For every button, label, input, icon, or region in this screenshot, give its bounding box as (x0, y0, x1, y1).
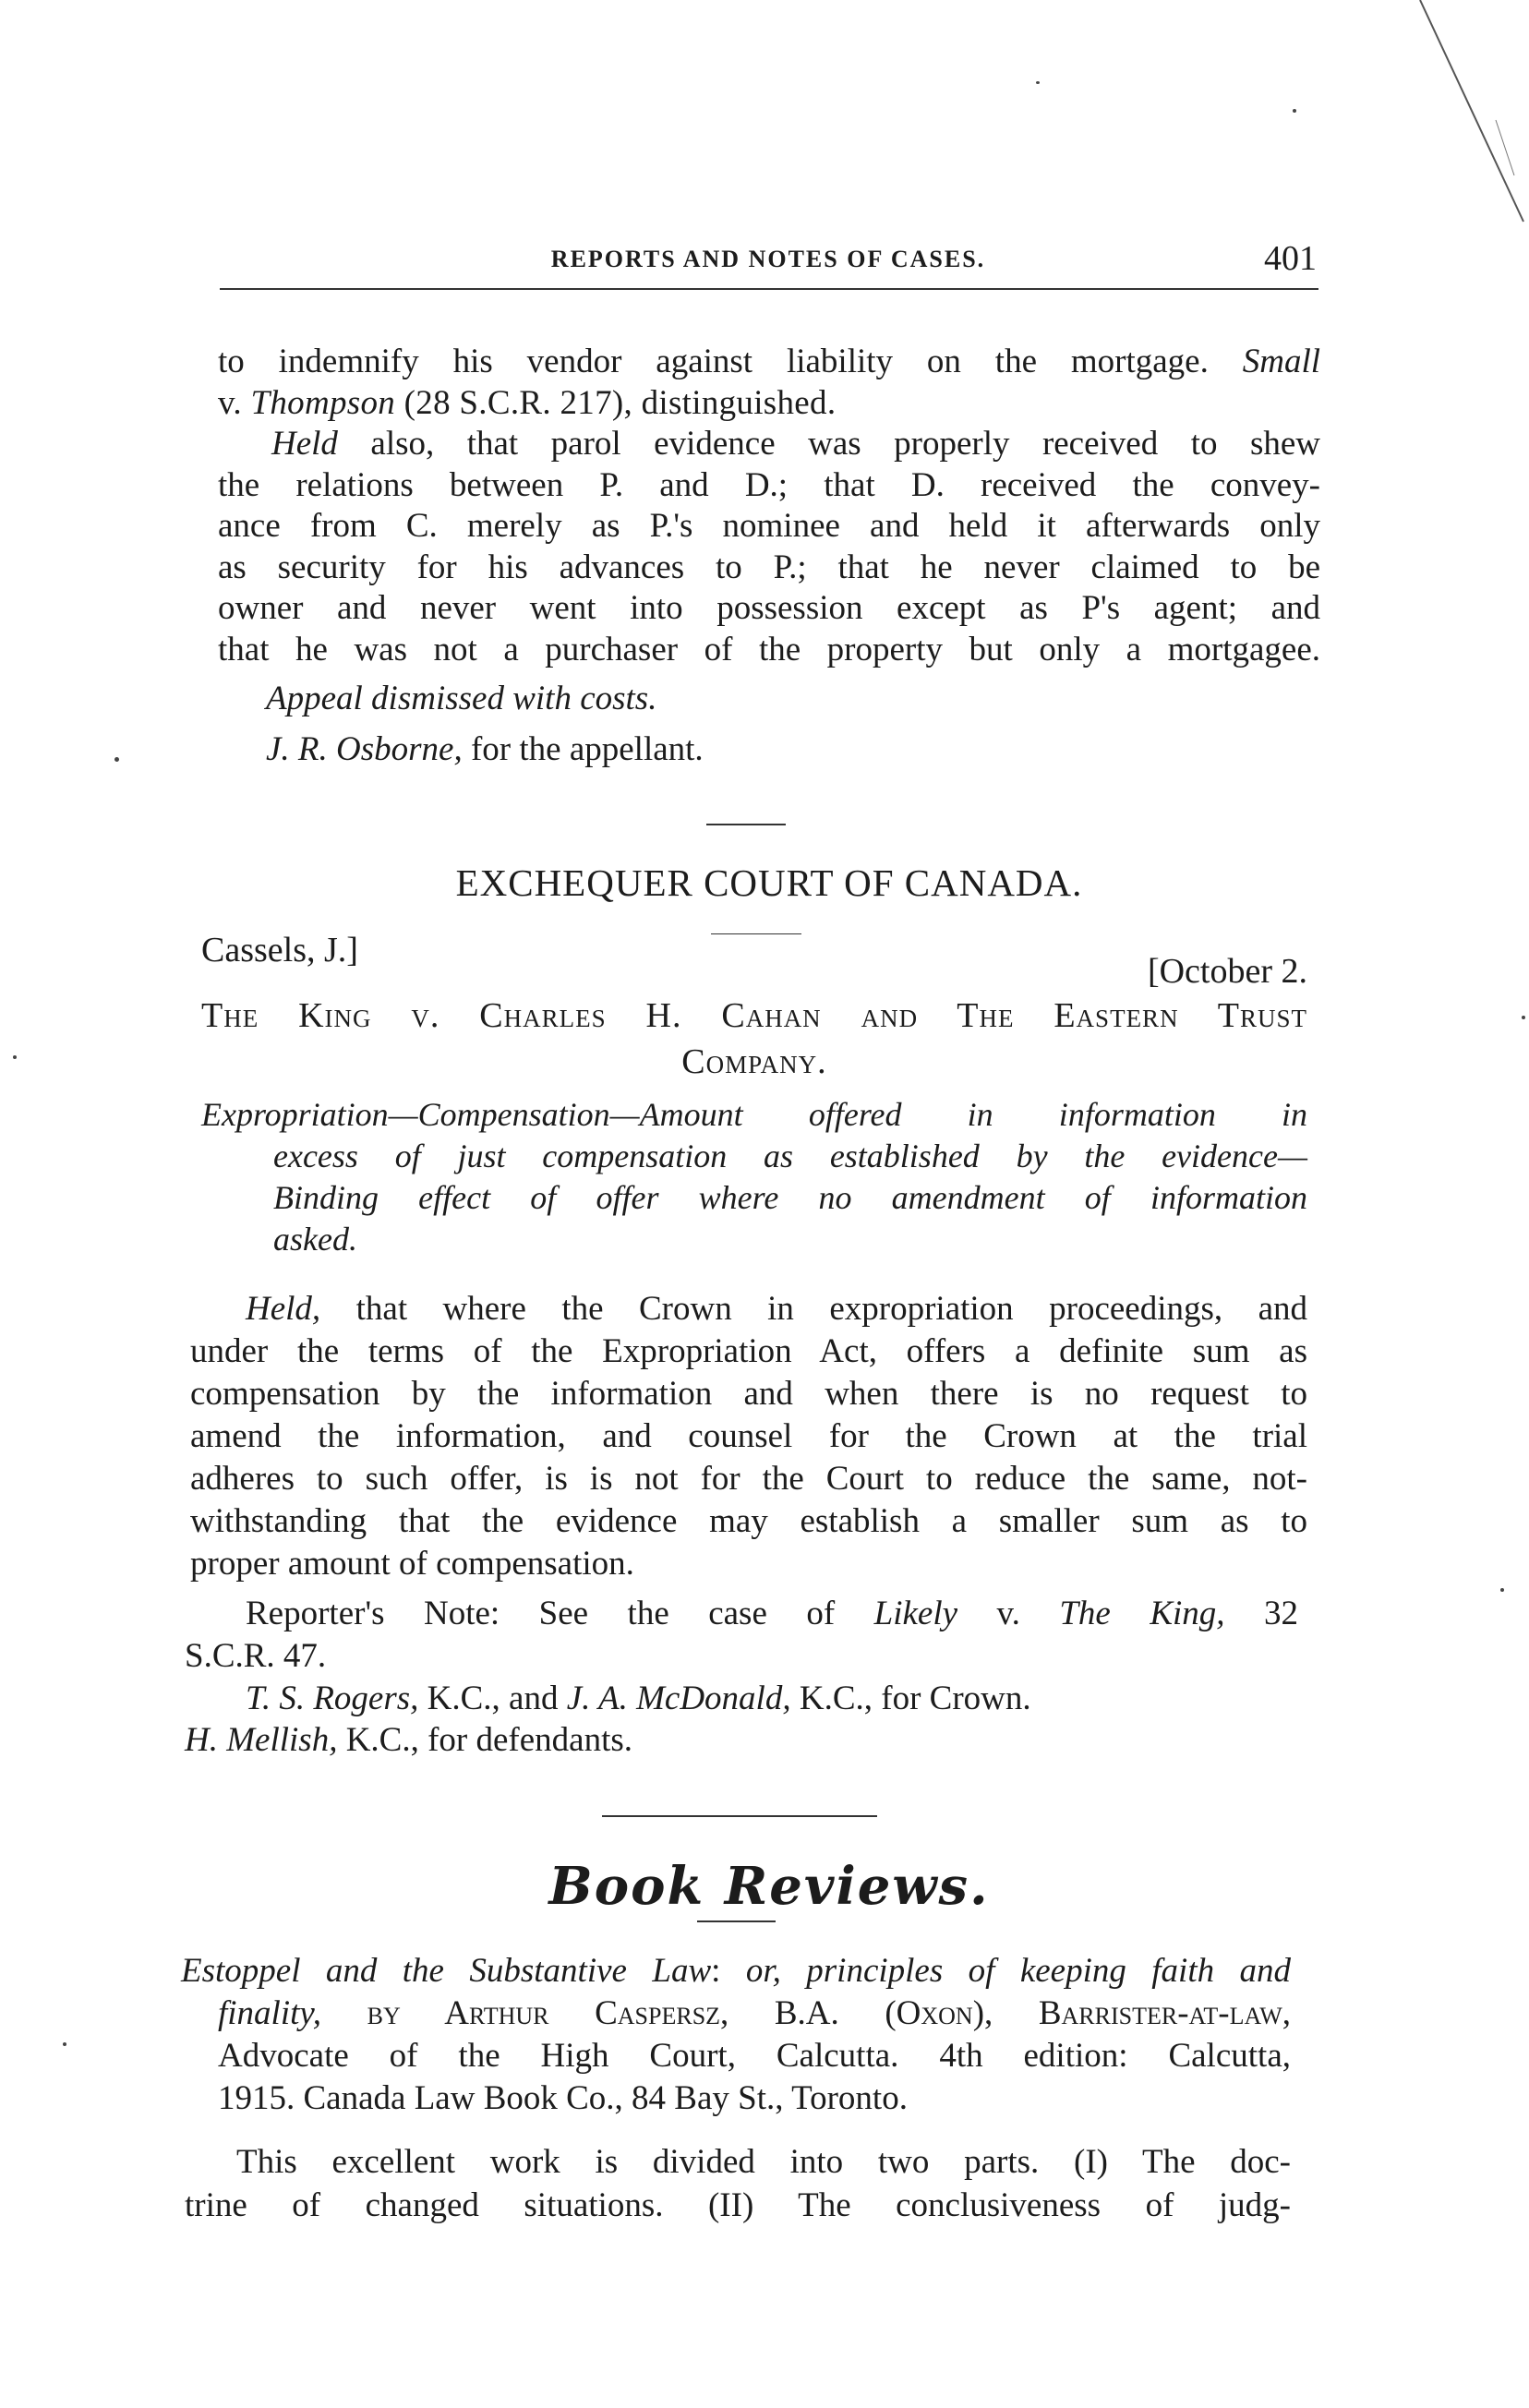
text-run: v. (957, 1595, 1060, 1632)
text-line: the relations between P. and D.; that D. received the convey- (218, 465, 1320, 504)
case-name-line: The King v. Charles H. Cahan and The Eastern Trust (201, 996, 1307, 1035)
held-italic: Held, (246, 1290, 321, 1328)
speck (1293, 109, 1296, 113)
speck (1522, 1016, 1525, 1019)
text-run: K.C., for Crown. (790, 1680, 1031, 1717)
decision-date: [October 2. (1147, 952, 1307, 991)
case-name-italic: Likely (873, 1595, 958, 1632)
text-line: adheres to such offer, is is not for the Court to reduce the same, not- (190, 1460, 1307, 1498)
headnote (201, 1094, 1307, 1260)
text-run: K.C., for defendants. (337, 1721, 633, 1759)
text-line: Advocate of the High Court, Calcutta. 4th edition: Calcutta, (218, 2037, 1291, 2075)
heading-underline (697, 1920, 776, 1922)
counsel-name: J. R. Osborne, (266, 730, 463, 768)
counsel-line (266, 729, 704, 771)
text-run: v. (218, 383, 251, 422)
counsel-line (185, 1720, 632, 1762)
text-run: for the appellant. (462, 730, 704, 768)
text-line (181, 1993, 1291, 2035)
text-line: under the terms of the Expropriation Act, offers a definite sum as (190, 1332, 1307, 1370)
text-line: trine of changed situations. (II) The conclusiveness of judg- (185, 2186, 1291, 2224)
text-run: (28 S.C.R. 217), distinguished. (395, 383, 837, 422)
case-name (201, 993, 1307, 1085)
text-run: : (711, 1952, 746, 1990)
text-line: proper amount of compensation. (190, 1545, 634, 1583)
short-divider (711, 933, 801, 934)
headnote-line: asked. (273, 1221, 357, 1258)
speck (114, 757, 119, 762)
speck (1500, 1588, 1504, 1592)
text-line: that he was not a purchaser of the property but only a mortgagee. (218, 630, 1320, 668)
running-head (220, 238, 1317, 284)
counsel-name: J. A. McDonald, (566, 1680, 791, 1717)
text-line (218, 383, 1320, 425)
margin-scratch (1403, 0, 1529, 259)
text-line (218, 424, 1320, 465)
text-run: also, that parol evidence was properly received to shew (337, 425, 1320, 463)
speck (13, 1055, 17, 1059)
page-number: 401 (1264, 239, 1317, 278)
running-title: REPORTS AND NOTES OF CASES. (550, 246, 986, 272)
section-divider (602, 1815, 877, 1817)
judge-name: Cassels, J.] (201, 931, 358, 969)
reporters-note (185, 1593, 1298, 1678)
text-line: ance from C. merely as P.'s nominee and held it afterwards only (218, 507, 1320, 545)
text-line: This excellent work is divided into two parts. (I) The doc- (236, 2143, 1291, 2181)
prev-case-text (218, 342, 1320, 670)
book-reviews-heading: Book Reviews. (548, 1856, 990, 1917)
text-line: as security for his advances to P.; that he never claimed to be (218, 548, 1320, 586)
disposition: Appeal dismissed with costs. (266, 680, 657, 717)
headnote-line: excess of just compensation as established by the evidence— (273, 1138, 1307, 1174)
text-line: amend the information, and counsel for the Crown at the trial (190, 1417, 1307, 1455)
speck (63, 2042, 66, 2046)
case-name-line: Company. (681, 1042, 827, 1081)
held-italic: Held (271, 425, 338, 463)
counsel-name: H. Mellish, (185, 1721, 338, 1759)
text-line: owner and never went into possession except as P's agent; and (218, 589, 1320, 627)
book-citation (181, 1950, 1291, 2120)
text-line: withstanding that the evidence may establish a smaller sum as to (190, 1502, 1307, 1540)
case-name-italic: The King, (1059, 1595, 1225, 1632)
held-paragraph (190, 1288, 1307, 1585)
headnote-line: Expropriation—Compensation—Amount offered in information in (201, 1096, 1307, 1133)
text-line (185, 1593, 1298, 1635)
text-line (218, 342, 1320, 383)
review-body (185, 2140, 1291, 2227)
counsel-name: T. S. Rogers, (246, 1680, 419, 1717)
text-line (181, 1950, 1291, 1993)
text-run: to indemnify his vendor against liability on the mortgage. (218, 343, 1209, 380)
case-name-italic: Small (1242, 343, 1320, 380)
author-credit: by Arthur Caspersz, B.A. (Oxon), Barrister-at-law, (321, 1994, 1291, 2032)
court-title: EXCHEQUER COURT OF CANADA. (455, 861, 1083, 904)
header-rule (220, 288, 1318, 290)
book-subtitle: or, principles of keeping faith and (745, 1952, 1292, 1990)
counsel-line (246, 1679, 1031, 1720)
section-divider (706, 824, 786, 825)
text-run: Reporter's Note: See the case of (246, 1595, 874, 1632)
text-line (190, 1288, 1307, 1330)
text-line: S.C.R. 47. (185, 1637, 327, 1675)
text-run: that where the Crown in expropriation proceedings, and (320, 1290, 1307, 1328)
text-run: 32 (1224, 1595, 1298, 1632)
text-run: K.C., and (418, 1680, 567, 1717)
book-subtitle: finality, (218, 1994, 322, 2032)
book-title: Estoppel and the Substantive Law (181, 1952, 712, 1990)
text-line: 1915. Canada Law Book Co., 84 Bay St., Toronto. (218, 2079, 908, 2117)
headnote-line: Binding effect of offer where no amendment of information (273, 1179, 1307, 1216)
case-name-italic: Thompson (250, 383, 396, 422)
speck (1036, 81, 1040, 84)
text-line: compensation by the information and when there is no request to (190, 1375, 1307, 1413)
